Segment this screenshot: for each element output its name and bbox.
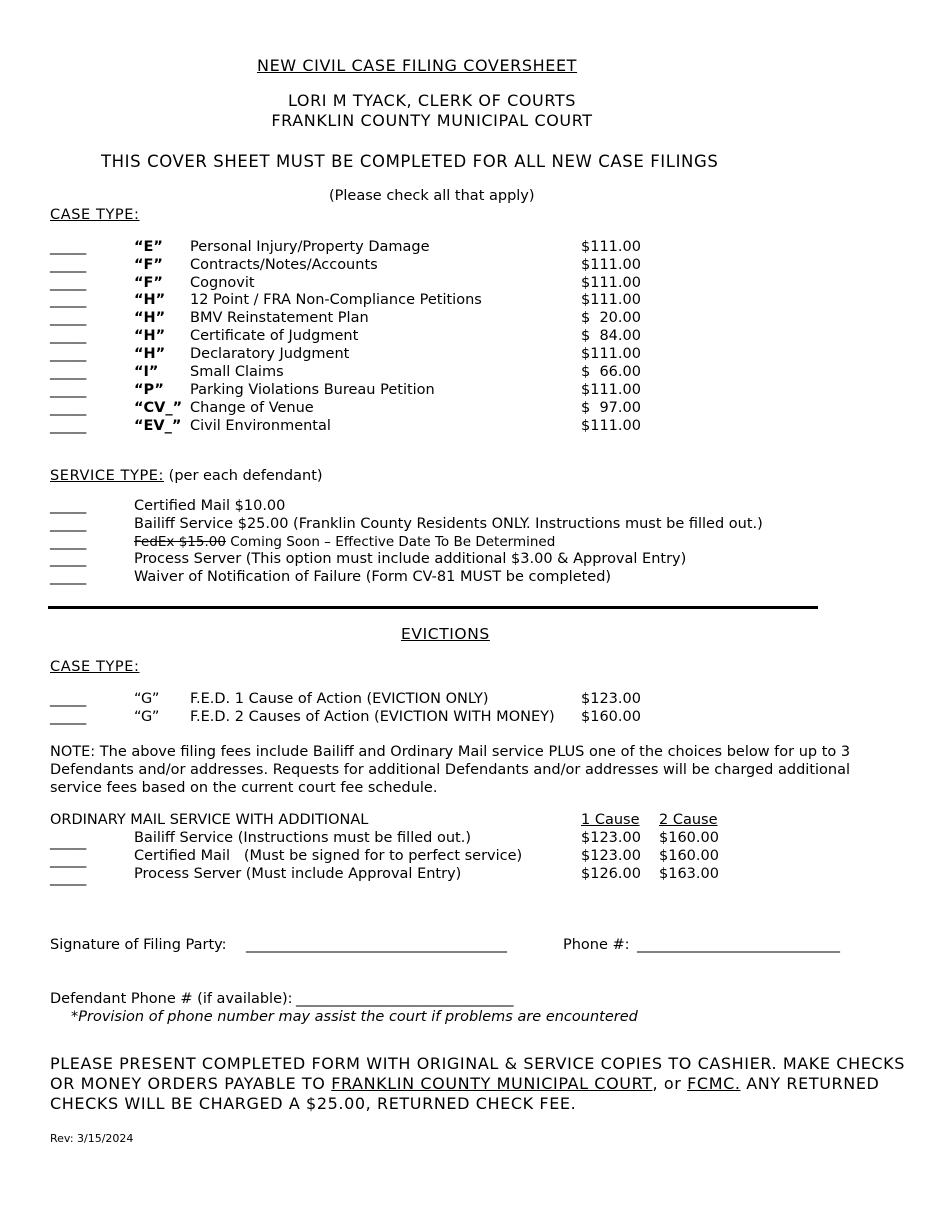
case-description: F.E.D. 1 Cause of Action (EVICTION ONLY) bbox=[190, 691, 489, 707]
case-row-f-contracts[interactable] bbox=[0, 256, 700, 274]
checkbox-blank[interactable]: _____ bbox=[50, 400, 87, 416]
service-text: Waiver of Notification of Failure (Form CV-81 MUST be completed) bbox=[134, 569, 612, 585]
note-line: Defendants and/or addresses. Requests for additional Defendants and/or addresses will be charged additional bbox=[50, 762, 851, 778]
court-name: FRANKLIN COUNTY MUNICIPAL COURT bbox=[271, 111, 593, 130]
case-code: “F” bbox=[134, 275, 163, 291]
case-code: “EV_” bbox=[134, 418, 182, 434]
service-type-note: (per each defendant) bbox=[168, 468, 323, 484]
phone-field[interactable]: ____________________________ bbox=[637, 937, 840, 953]
checkbox-blank[interactable]: _____ bbox=[50, 870, 87, 886]
payee-abbrev: FCMC. bbox=[687, 1074, 741, 1093]
case-code: “CV_” bbox=[134, 400, 183, 416]
case-fee: $ 97.00 bbox=[581, 400, 641, 416]
case-description: 12 Point / FRA Non-Compliance Petitions bbox=[190, 292, 482, 308]
column-2-cause: 2 Cause bbox=[659, 812, 718, 828]
service-row-fedex[interactable] bbox=[0, 533, 820, 551]
checkbox-blank[interactable]: _____ bbox=[50, 275, 87, 291]
ordinary-mail-heading: ORDINARY MAIL SERVICE WITH ADDITIONAL bbox=[50, 812, 369, 828]
case-description: Civil Environmental bbox=[190, 418, 331, 434]
footer-text: ANY RETURNED bbox=[740, 1074, 880, 1093]
ordinary-text: Certified Mail (Must be signed for to perfect service) bbox=[134, 848, 523, 864]
case-description: Personal Injury/Property Damage bbox=[190, 239, 430, 255]
case-row-ev-environmental[interactable] bbox=[0, 417, 700, 435]
service-row-bailiff[interactable] bbox=[0, 515, 820, 533]
payee-name: FRANKLIN COUNTY MUNICIPAL COURT bbox=[331, 1074, 653, 1093]
footer-line-3: CHECKS WILL BE CHARGED A $25.00, RETURNED CHECK FEE. bbox=[50, 1094, 577, 1113]
signature-label: Signature of Filing Party: bbox=[50, 937, 227, 953]
case-row-h-bmv[interactable] bbox=[0, 309, 700, 327]
service-type-label: SERVICE TYPE: bbox=[50, 468, 165, 484]
case-description: Change of Venue bbox=[190, 400, 314, 416]
fedex-struck-text: FedEx $15.00 bbox=[134, 534, 226, 550]
fee-1-cause: $123.00 bbox=[581, 830, 641, 846]
revision-date: Rev: 3/15/2024 bbox=[50, 1132, 134, 1145]
ordinary-row-bailiff[interactable] bbox=[0, 829, 760, 850]
case-code: “P” bbox=[134, 382, 164, 398]
footer-line-2 bbox=[50, 1074, 879, 1094]
service-text: Certified Mail $10.00 bbox=[134, 498, 286, 514]
fedex-coming-soon: Coming Soon – Effective Date To Be Determined bbox=[225, 534, 556, 550]
case-fee: $111.00 bbox=[581, 292, 641, 308]
case-row-h-declaratory[interactable] bbox=[0, 345, 700, 363]
check-note: (Please check all that apply) bbox=[329, 188, 535, 204]
case-description: Parking Violations Bureau Petition bbox=[190, 382, 435, 398]
eviction-case-type-heading: CASE TYPE: bbox=[50, 659, 140, 675]
ordinary-row-process-server[interactable] bbox=[0, 865, 760, 886]
case-fee: $111.00 bbox=[581, 382, 641, 398]
case-code: “H” bbox=[134, 346, 166, 362]
eviction-row-2-causes[interactable] bbox=[0, 708, 700, 726]
case-fee: $ 84.00 bbox=[581, 328, 641, 344]
case-description: Contracts/Notes/Accounts bbox=[190, 257, 378, 273]
phone-label: Phone #: bbox=[563, 937, 630, 953]
checkbox-blank[interactable]: _____ bbox=[50, 709, 87, 725]
defendant-phone-field[interactable]: ______________________________ bbox=[296, 991, 514, 1007]
case-fee: $111.00 bbox=[581, 418, 641, 434]
case-code: “G” bbox=[134, 691, 160, 707]
evictions-heading: EVICTIONS bbox=[401, 625, 490, 643]
note-line: NOTE: The above filing fees include Bailiff and Ordinary Mail service PLUS one of the choices below for up to 3 bbox=[50, 744, 851, 760]
case-type-heading: CASE TYPE: bbox=[50, 207, 140, 223]
service-row-waiver[interactable] bbox=[0, 568, 820, 586]
checkbox-blank[interactable]: _____ bbox=[50, 852, 87, 868]
case-description: Cognovit bbox=[190, 275, 255, 291]
checkbox-blank[interactable]: _____ bbox=[50, 328, 87, 344]
case-fee: $ 66.00 bbox=[581, 364, 641, 380]
checkbox-blank[interactable]: _____ bbox=[50, 551, 87, 567]
checkbox-blank[interactable]: _____ bbox=[50, 498, 87, 514]
case-code: “E” bbox=[134, 239, 163, 255]
fee-2-cause: $163.00 bbox=[659, 866, 719, 882]
ordinary-row-certified[interactable] bbox=[0, 847, 760, 868]
checkbox-blank[interactable]: _____ bbox=[50, 364, 87, 380]
service-row-certified[interactable] bbox=[0, 497, 820, 515]
fee-1-cause: $123.00 bbox=[581, 848, 641, 864]
case-fee: $160.00 bbox=[581, 709, 641, 725]
case-code: “F” bbox=[134, 257, 163, 273]
eviction-row-1-cause[interactable] bbox=[0, 690, 700, 708]
signature-field[interactable]: ____________________________________ bbox=[246, 937, 507, 953]
case-description: BMV Reinstatement Plan bbox=[190, 310, 369, 326]
case-fee: $111.00 bbox=[581, 346, 641, 362]
instruction-text: THIS COVER SHEET MUST BE COMPLETED FOR ALL NEW CASE FILINGS bbox=[101, 152, 719, 171]
ordinary-text: Bailiff Service (Instructions must be filled out.) bbox=[134, 830, 471, 846]
case-code: “I” bbox=[134, 364, 159, 380]
case-description: Declaratory Judgment bbox=[190, 346, 350, 362]
case-row-e[interactable] bbox=[0, 238, 700, 256]
case-fee: $123.00 bbox=[581, 691, 641, 707]
footer-line-1: PLEASE PRESENT COMPLETED FORM WITH ORIGINAL & SERVICE COPIES TO CASHIER. MAKE CHECKS bbox=[50, 1054, 906, 1073]
checkbox-blank[interactable]: _____ bbox=[50, 516, 87, 532]
service-text: Bailiff Service $25.00 (Franklin County Residents ONLY. Instructions must be filled out.) bbox=[134, 516, 763, 532]
checkbox-blank[interactable]: _____ bbox=[50, 310, 87, 326]
checkbox-blank[interactable]: _____ bbox=[50, 257, 87, 273]
case-row-i-small-claims[interactable] bbox=[0, 363, 700, 381]
checkbox-blank[interactable]: _____ bbox=[50, 292, 87, 308]
case-row-p-parking[interactable] bbox=[0, 381, 700, 399]
case-code: “H” bbox=[134, 310, 166, 326]
case-fee: $ 20.00 bbox=[581, 310, 641, 326]
page-title: NEW CIVIL CASE FILING COVERSHEET bbox=[257, 56, 578, 75]
footer-text: , or bbox=[652, 1074, 688, 1093]
service-type-heading bbox=[50, 467, 323, 485]
service-text bbox=[134, 533, 555, 551]
case-code: “G” bbox=[134, 709, 160, 725]
case-fee: $111.00 bbox=[581, 239, 641, 255]
checkbox-blank[interactable]: _____ bbox=[50, 534, 87, 550]
section-divider bbox=[48, 606, 818, 609]
case-description: Certificate of Judgment bbox=[190, 328, 359, 344]
case-fee: $111.00 bbox=[581, 257, 641, 273]
case-fee: $111.00 bbox=[581, 275, 641, 291]
case-row-cv-venue[interactable] bbox=[0, 399, 700, 417]
service-text: Process Server (This option must include additional $3.00 & Approval Entry) bbox=[134, 551, 687, 567]
defendant-phone-label: Defendant Phone # (if available): bbox=[50, 991, 293, 1007]
checkbox-blank[interactable]: _____ bbox=[50, 691, 87, 707]
case-row-f-cognovit[interactable] bbox=[0, 274, 700, 292]
clerk-name: LORI M TYACK, CLERK OF COURTS bbox=[287, 91, 577, 110]
fee-1-cause: $126.00 bbox=[581, 866, 641, 882]
case-description: Small Claims bbox=[190, 364, 284, 380]
case-code: “H” bbox=[134, 292, 166, 308]
checkbox-blank[interactable]: _____ bbox=[50, 346, 87, 362]
defendant-phone-note: *Provision of phone number may assist the court if problems are encountered bbox=[71, 1009, 638, 1025]
service-row-process-server[interactable] bbox=[0, 550, 820, 568]
note-line: service fees based on the current court fee schedule. bbox=[50, 780, 438, 796]
case-description: F.E.D. 2 Causes of Action (EVICTION WITH MONEY) bbox=[190, 709, 555, 725]
ordinary-text: Process Server (Must include Approval Entry) bbox=[134, 866, 462, 882]
checkbox-blank[interactable]: _____ bbox=[50, 569, 87, 585]
fee-2-cause: $160.00 bbox=[659, 848, 719, 864]
checkbox-blank[interactable]: _____ bbox=[50, 834, 87, 850]
checkbox-blank[interactable]: _____ bbox=[50, 382, 87, 398]
footer-text: OR MONEY ORDERS PAYABLE TO bbox=[50, 1074, 332, 1093]
fee-2-cause: $160.00 bbox=[659, 830, 719, 846]
case-row-h-12point[interactable] bbox=[0, 291, 700, 309]
case-code: “H” bbox=[134, 328, 166, 344]
column-1-cause: 1 Cause bbox=[581, 812, 640, 828]
checkbox-blank[interactable]: _____ bbox=[50, 418, 87, 434]
case-row-h-certificate[interactable] bbox=[0, 327, 700, 345]
checkbox-blank[interactable]: _____ bbox=[50, 239, 87, 255]
